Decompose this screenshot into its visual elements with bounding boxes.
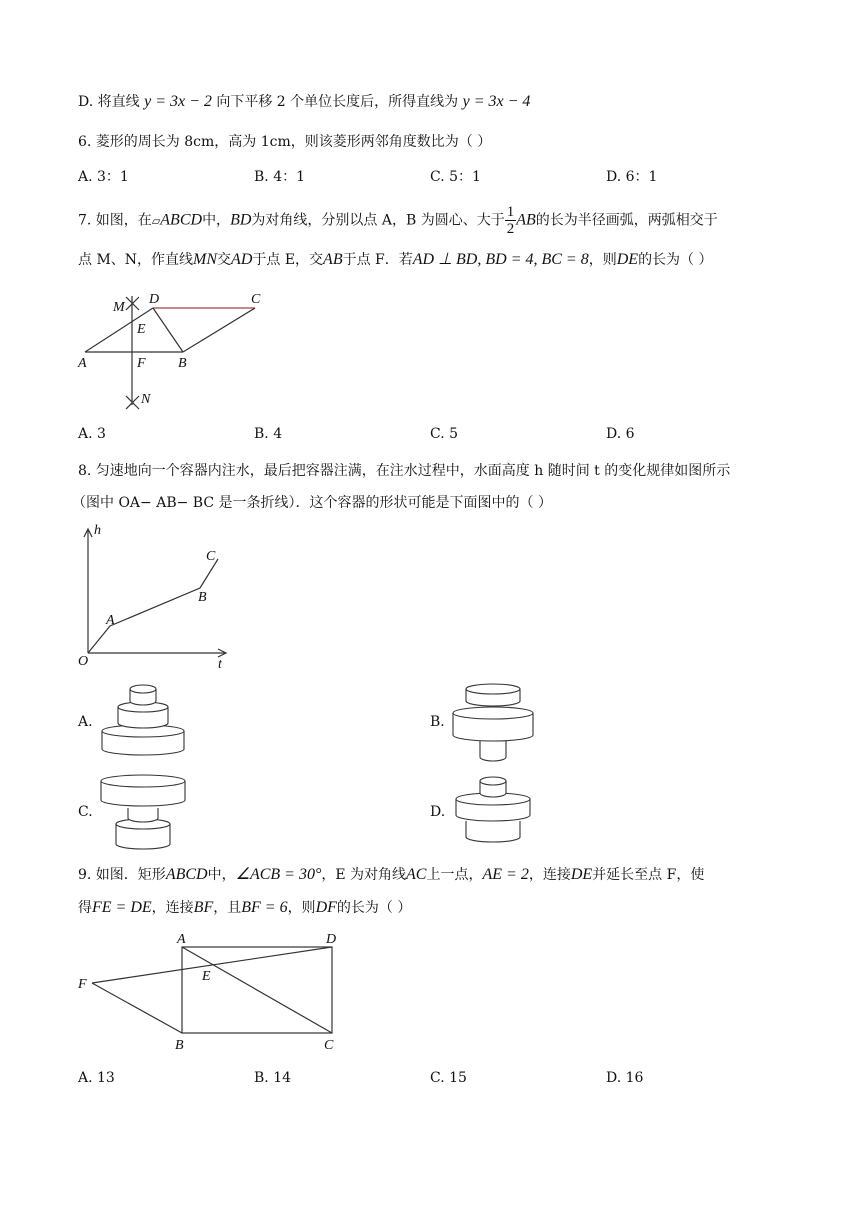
q8-option-c[interactable]: C. — [78, 804, 93, 820]
q7-option-a[interactable]: A. 3 — [78, 426, 106, 442]
q5-option-d: D. 将直线 y = 3x − 2 向下平移 2 个单位长度后，所得直线为 y = 3x − 4 — [78, 93, 531, 110]
q7-fraction: $\frac{1}{2}$ — [506, 204, 515, 237]
q9-option-c[interactable]: C. 15 — [430, 1070, 467, 1086]
q6-option-a[interactable]: A. 3：1 — [78, 169, 129, 185]
q6-stem: 6. 菱形的周长为 8cm，高为 1cm，则该菱形两邻角度数比为（ ） — [78, 134, 492, 150]
q7-label-f: F — [137, 356, 146, 371]
q7-option-c[interactable]: C. 5 — [430, 426, 459, 442]
q9-label-b: B — [175, 1038, 184, 1053]
q8-label-b: B — [198, 590, 207, 605]
q7-option-b[interactable]: B. 4 — [254, 426, 283, 442]
q8-line2: （图中 OA− AB− BC 是一条折线）．这个容器的形状可能是下面图中的（ ） — [72, 495, 552, 511]
q9-label-f: F — [78, 977, 87, 992]
q7-condition: AD ⊥ BD, BD = 4, BC = 8 — [412, 251, 589, 268]
q7-label-b: B — [178, 356, 187, 371]
q7-line2: 点 M、N，作直线MN交AD于点 E，交AB于点 F．若AD ⊥ BD, BD = 4, BC = 8，则DE的长为（ ） — [78, 251, 713, 268]
q8-label-c: C — [206, 549, 216, 564]
q6-option-b[interactable]: B. 4：1 — [254, 169, 306, 185]
q9-seg-fd — [92, 947, 332, 983]
q9-label-e: E — [202, 969, 211, 984]
q8-label-o: O — [78, 654, 89, 669]
q9-option-d[interactable]: D. 16 — [606, 1070, 644, 1086]
q7-label-c: C — [251, 292, 261, 307]
q8-label-h: h — [94, 523, 101, 538]
q9-label-a: A — [177, 932, 186, 947]
q6-option-c[interactable]: C. 5：1 — [430, 169, 481, 185]
q7-option-d[interactable]: D. 6 — [606, 426, 635, 442]
q5-eq1: y = 3x − 2 — [144, 93, 212, 110]
parallelogram-icon: ▱ — [151, 214, 161, 228]
q8-option-d[interactable]: D. — [430, 804, 446, 820]
q9-option-a[interactable]: A. 13 — [78, 1070, 115, 1086]
q7-label-e: E — [137, 322, 146, 337]
q8-option-a[interactable]: A. — [78, 714, 93, 730]
q7-label-m: M — [113, 300, 125, 315]
q9-seg-fb — [92, 983, 182, 1033]
q8-label-t: t — [218, 657, 222, 672]
q9-line2: 得FE = DE，连接BF，且BF = 6，则DF的长为（ ） — [78, 899, 412, 916]
q9-angle: ∠ACB = 30° — [235, 866, 322, 883]
q9-diag-ac — [182, 947, 332, 1033]
q9-label-d: D — [326, 932, 337, 947]
q9-option-b[interactable]: B. 14 — [254, 1070, 292, 1086]
q7-label-a: A — [78, 356, 87, 371]
q7-label-d: D — [149, 292, 160, 307]
q8-line1: 8. 匀速地向一个容器内注水，最后把容器注满，在注水过程中，水面高度 h 随时间 t 的变化规律如图所示 — [78, 463, 731, 479]
q5-eq2: y = 3x − 4 — [462, 93, 531, 110]
q7-label-n: N — [141, 392, 151, 407]
q9-line1: 9. 如图．矩形ABCD中，∠ACB = 30°，E 为对角线AC上一点，AE = 2，连接DE并延长至点 F，使 — [78, 866, 705, 883]
q9-label-c: C — [324, 1038, 334, 1053]
q7-line1: 7. 如图，在▱ABCD中，BD为对角线，分别以点 A，B 为圆心、大于 $\frac{1}{2}$ AB的长为半径画弧，两弧相交于 — [78, 204, 718, 237]
q8-option-b[interactable]: B. — [430, 714, 445, 730]
q6-option-d[interactable]: D. 6：1 — [606, 169, 658, 185]
q8-label-a: A — [106, 613, 115, 628]
